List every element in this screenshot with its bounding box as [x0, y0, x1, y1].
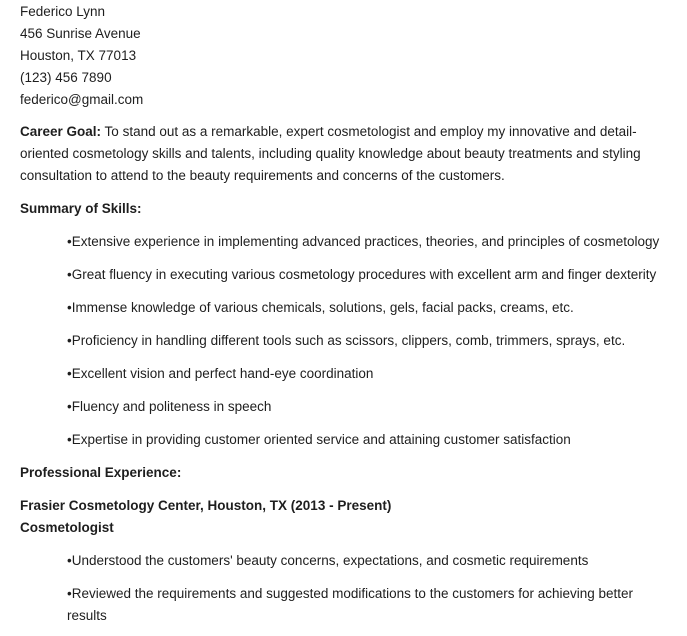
- bullet-icon: •: [67, 586, 72, 601]
- contact-city: Houston, TX 77013: [20, 48, 137, 63]
- contact-block: [20, 0, 669, 111]
- list-item: [20, 264, 669, 286]
- list-item: [20, 231, 669, 253]
- bullet-icon: •: [67, 267, 72, 282]
- list-item: [20, 363, 669, 385]
- bullet-icon: •: [67, 432, 72, 447]
- list-item: [20, 429, 669, 451]
- skill-text: Excellent vision and perfect hand-eye coordination: [71, 366, 374, 381]
- job-employer: Frasier Cosmetology Center, Houston, TX (2013 - Present): [20, 498, 392, 513]
- list-item: [20, 330, 669, 352]
- contact-street: 456 Sunrise Avenue: [20, 26, 141, 41]
- contact-name: Federico Lynn: [20, 4, 106, 19]
- list-item: [20, 583, 669, 627]
- list-item: [20, 550, 669, 572]
- experience-heading: Professional Experience:: [20, 465, 182, 480]
- job-title: Cosmetologist: [20, 520, 114, 535]
- contact-email: federico@gmail.com: [20, 92, 144, 107]
- skills-heading: Summary of Skills:: [20, 201, 142, 216]
- duty-text: Reviewed the requirements and suggested modifications to the customers for achieving better results: [67, 586, 634, 623]
- career-goal-label: Career Goal:: [20, 124, 102, 139]
- bullet-icon: •: [67, 553, 72, 568]
- skill-text: Proficiency in handling different tools such as scissors, clippers, comb, trimmers, sprays, etc.: [71, 333, 626, 348]
- skill-text: Extensive experience in implementing advanced practices, theories, and principles of cosmetology: [71, 234, 660, 249]
- skill-text: Expertise in providing customer oriented service and attaining customer satisfaction: [71, 432, 571, 447]
- contact-phone: (123) 456 7890: [20, 70, 112, 85]
- bullet-icon: •: [67, 234, 72, 249]
- duty-text: Understood the customers' beauty concerns, expectations, and cosmetic requirements: [71, 553, 589, 568]
- skills-list: [20, 231, 669, 451]
- bullet-icon: •: [67, 366, 72, 381]
- career-goal-text: To stand out as a remarkable, expert cosmetologist and employ my innovative and detail-oriented cosmetology skills and talents, including quality knowledge about beauty treatments and styling consultation to attend to the beauty requirements and concerns of the customers.: [20, 124, 641, 183]
- skill-text: Great fluency in executing various cosmetology procedures with excellent arm and finger dexterity: [71, 267, 657, 282]
- skill-text: Fluency and politeness in speech: [71, 399, 272, 414]
- list-item: [20, 396, 669, 418]
- skill-text: Immense knowledge of various chemicals, solutions, gels, facial packs, creams, etc.: [71, 300, 574, 315]
- bullet-icon: •: [67, 300, 72, 315]
- duties-list: [20, 550, 669, 627]
- bullet-icon: •: [67, 399, 72, 414]
- job-header: [20, 495, 669, 539]
- bullet-icon: •: [67, 333, 72, 348]
- list-item: [20, 297, 669, 319]
- career-goal-paragraph: [20, 121, 669, 187]
